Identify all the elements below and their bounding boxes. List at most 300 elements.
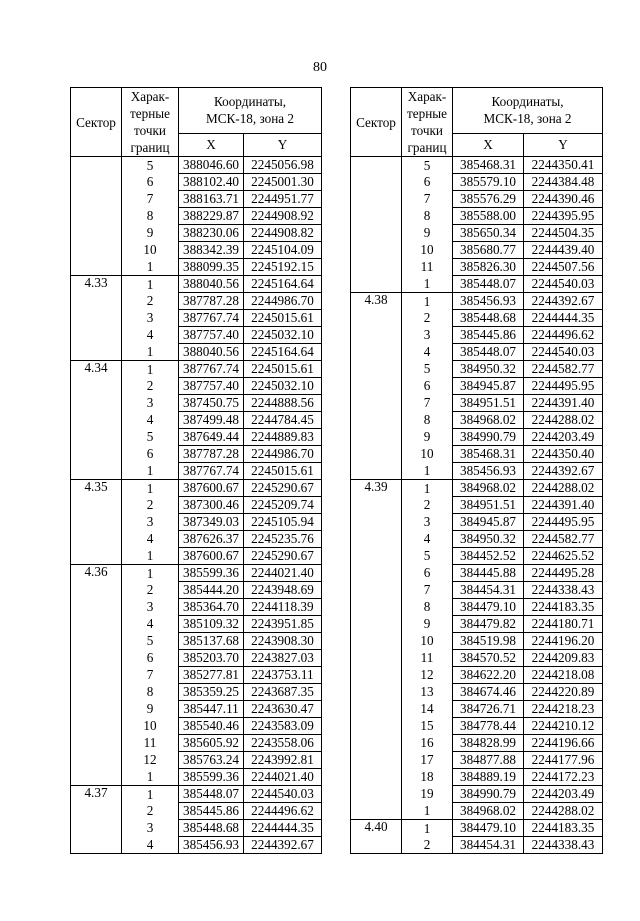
x-cell: 384877.88	[453, 752, 524, 769]
sector-cell	[71, 395, 122, 412]
sector-cell	[71, 514, 122, 531]
point-cell: 8	[402, 208, 453, 225]
table-row	[71, 701, 322, 718]
x-cell: 385599.36	[179, 769, 244, 786]
y-cell: 2244183.35	[524, 599, 603, 616]
x-cell: 387300.46	[179, 497, 244, 514]
point-cell: 2	[122, 497, 179, 514]
table-body-left	[71, 157, 322, 854]
point-cell: 9	[402, 616, 453, 633]
y-cell: 2243908.30	[244, 633, 322, 650]
table-row	[71, 599, 322, 616]
point-cell: 8	[402, 412, 453, 429]
sector-cell	[71, 837, 122, 854]
y-cell: 2243753.11	[244, 667, 322, 684]
point-cell: 5	[402, 361, 453, 378]
point-cell: 6	[402, 174, 453, 191]
header-y: Y	[244, 133, 322, 156]
point-cell: 3	[122, 395, 179, 412]
x-cell: 384570.52	[453, 650, 524, 667]
point-cell: 6	[122, 446, 179, 463]
x-cell: 384828.99	[453, 735, 524, 752]
x-cell: 385763.24	[179, 752, 244, 769]
sector-cell	[71, 820, 122, 837]
y-cell: 2244625.52	[524, 548, 603, 565]
sector-cell	[71, 463, 122, 480]
y-cell: 2244203.49	[524, 786, 603, 803]
point-cell: 3	[402, 514, 453, 531]
sector-cell	[71, 225, 122, 242]
point-cell: 4	[122, 327, 179, 344]
table-row	[71, 633, 322, 650]
x-cell: 385359.25	[179, 684, 244, 701]
table-row	[71, 429, 322, 446]
point-cell: 19	[402, 786, 453, 803]
header-points: Харак- терные точки границ	[122, 88, 179, 157]
x-cell: 384454.31	[453, 582, 524, 599]
y-cell: 2244888.56	[244, 395, 322, 412]
sector-cell	[351, 667, 402, 684]
table-row	[71, 786, 322, 803]
y-cell: 2244540.03	[524, 344, 603, 361]
table-row	[71, 565, 322, 582]
x-cell: 388046.60	[179, 157, 244, 174]
sector-cell	[351, 276, 402, 293]
table-row	[71, 395, 322, 412]
point-cell: 17	[402, 752, 453, 769]
table-row	[351, 633, 603, 650]
y-cell: 2244951.77	[244, 191, 322, 208]
y-cell: 2245290.67	[244, 480, 322, 497]
x-cell: 387600.67	[179, 548, 244, 565]
sector-cell	[351, 259, 402, 276]
sector-cell	[71, 701, 122, 718]
x-cell: 387757.40	[179, 327, 244, 344]
point-cell: 9	[122, 701, 179, 718]
point-cell: 13	[402, 684, 453, 701]
point-cell: 1	[122, 463, 179, 480]
point-cell: 1	[122, 548, 179, 565]
table-row	[71, 157, 322, 174]
x-cell: 387600.67	[179, 480, 244, 497]
point-cell: 1	[402, 276, 453, 293]
point-cell: 5	[122, 157, 179, 174]
x-cell: 384445.88	[453, 565, 524, 582]
table-row	[71, 616, 322, 633]
table-row	[71, 752, 322, 769]
x-cell: 384945.87	[453, 378, 524, 395]
sector-cell	[71, 599, 122, 616]
y-cell: 2244338.43	[524, 837, 603, 854]
table-row	[71, 259, 322, 276]
table-row	[351, 497, 603, 514]
sector-cell	[71, 429, 122, 446]
point-cell: 12	[122, 752, 179, 769]
sector-cell	[71, 191, 122, 208]
table-row	[71, 582, 322, 599]
table-row	[71, 208, 322, 225]
table-row	[351, 412, 603, 429]
y-cell: 2244210.12	[524, 718, 603, 735]
point-cell: 10	[402, 446, 453, 463]
sector-cell: 4.38	[351, 293, 402, 310]
x-cell: 387767.74	[179, 463, 244, 480]
table-row	[71, 650, 322, 667]
x-cell: 385448.07	[453, 344, 524, 361]
y-cell: 2244986.70	[244, 293, 322, 310]
table-row	[351, 803, 603, 820]
sector-cell	[71, 497, 122, 514]
header-x: X	[179, 133, 244, 156]
sector-cell: 4.33	[71, 276, 122, 293]
point-cell: 2	[402, 310, 453, 327]
table-row	[71, 548, 322, 565]
sector-cell	[351, 599, 402, 616]
table-row	[71, 820, 322, 837]
x-cell: 385579.10	[453, 174, 524, 191]
table-row	[351, 769, 603, 786]
point-cell: 9	[402, 225, 453, 242]
point-cell: 9	[402, 429, 453, 446]
x-cell: 388102.40	[179, 174, 244, 191]
table-row	[71, 344, 322, 361]
sector-cell	[351, 395, 402, 412]
y-cell: 2243951.85	[244, 616, 322, 633]
table-row	[71, 174, 322, 191]
point-cell: 18	[402, 769, 453, 786]
x-cell: 385448.07	[453, 276, 524, 293]
y-cell: 2244496.62	[524, 327, 603, 344]
x-cell: 385277.81	[179, 667, 244, 684]
point-cell: 4	[122, 412, 179, 429]
sector-cell	[351, 735, 402, 752]
header-y: Y	[524, 133, 603, 156]
sector-cell	[71, 803, 122, 820]
point-cell: 1	[402, 293, 453, 310]
table-row	[71, 735, 322, 752]
point-cell: 9	[122, 225, 179, 242]
table-row	[351, 480, 603, 497]
y-cell: 2243687.35	[244, 684, 322, 701]
y-cell: 2243630.47	[244, 701, 322, 718]
y-cell: 2244196.20	[524, 633, 603, 650]
sector-cell: 4.39	[351, 480, 402, 497]
table-row	[71, 667, 322, 684]
table-row	[351, 276, 603, 293]
sector-cell	[351, 701, 402, 718]
y-cell: 2244209.83	[524, 650, 603, 667]
point-cell: 3	[402, 327, 453, 344]
y-cell: 2244495.95	[524, 378, 603, 395]
y-cell: 2244908.92	[244, 208, 322, 225]
point-cell: 3	[122, 599, 179, 616]
x-cell: 385447.11	[179, 701, 244, 718]
sector-cell	[351, 463, 402, 480]
table-row	[351, 191, 603, 208]
table-row	[71, 361, 322, 378]
point-cell: 8	[122, 208, 179, 225]
x-cell: 384950.32	[453, 531, 524, 548]
y-cell: 2244495.28	[524, 565, 603, 582]
x-cell: 387757.40	[179, 378, 244, 395]
sector-cell	[351, 446, 402, 463]
x-cell: 388040.56	[179, 276, 244, 293]
y-cell: 2244540.03	[244, 786, 322, 803]
point-cell: 1	[122, 259, 179, 276]
point-cell: 3	[122, 514, 179, 531]
point-cell: 2	[122, 582, 179, 599]
y-cell: 2244218.08	[524, 667, 603, 684]
x-cell: 384622.20	[453, 667, 524, 684]
x-cell: 387767.74	[179, 361, 244, 378]
y-cell: 2244288.02	[524, 803, 603, 820]
table-row	[71, 718, 322, 735]
x-cell: 385588.00	[453, 208, 524, 225]
x-cell: 387787.28	[179, 293, 244, 310]
point-cell: 8	[122, 684, 179, 701]
point-cell: 2	[122, 803, 179, 820]
sector-cell	[71, 157, 122, 174]
x-cell: 387767.74	[179, 310, 244, 327]
sector-cell	[71, 310, 122, 327]
y-cell: 2245164.64	[244, 276, 322, 293]
y-cell: 2244582.77	[524, 531, 603, 548]
point-cell: 2	[122, 293, 179, 310]
sector-cell	[351, 361, 402, 378]
x-cell: 385650.34	[453, 225, 524, 242]
table-row	[351, 344, 603, 361]
point-cell: 5	[402, 157, 453, 174]
x-cell: 385540.46	[179, 718, 244, 735]
sector-cell	[351, 242, 402, 259]
table-row	[351, 514, 603, 531]
sector-cell	[71, 633, 122, 650]
point-cell: 1	[122, 276, 179, 293]
x-cell: 384519.98	[453, 633, 524, 650]
point-cell: 5	[122, 633, 179, 650]
y-cell: 2244392.67	[244, 837, 322, 854]
x-cell: 385444.20	[179, 582, 244, 599]
x-cell: 384950.32	[453, 361, 524, 378]
table-row	[351, 259, 603, 276]
point-cell: 11	[122, 735, 179, 752]
y-cell: 2244021.40	[244, 565, 322, 582]
x-cell: 384452.52	[453, 548, 524, 565]
sector-cell	[351, 514, 402, 531]
table-row	[71, 327, 322, 344]
point-cell: 1	[122, 480, 179, 497]
sector-cell	[71, 752, 122, 769]
table-row	[351, 293, 603, 310]
x-cell: 385456.93	[453, 463, 524, 480]
table-row	[351, 616, 603, 633]
x-cell: 384454.31	[453, 837, 524, 854]
y-cell: 2244288.02	[524, 412, 603, 429]
x-cell: 388099.35	[179, 259, 244, 276]
point-cell: 4	[122, 531, 179, 548]
x-cell: 385445.86	[179, 803, 244, 820]
point-cell: 6	[402, 565, 453, 582]
point-cell: 2	[402, 837, 453, 854]
coordinates-table-right	[350, 87, 603, 854]
sector-cell	[71, 208, 122, 225]
y-cell: 2244177.96	[524, 752, 603, 769]
x-cell: 385137.68	[179, 633, 244, 650]
x-cell: 385680.77	[453, 242, 524, 259]
x-cell: 384889.19	[453, 769, 524, 786]
x-cell: 384951.51	[453, 497, 524, 514]
sector-cell	[71, 684, 122, 701]
table-row	[351, 786, 603, 803]
x-cell: 385605.92	[179, 735, 244, 752]
sector-cell	[351, 174, 402, 191]
y-cell: 2244444.35	[244, 820, 322, 837]
sector-cell	[351, 378, 402, 395]
x-cell: 384990.79	[453, 786, 524, 803]
point-cell: 6	[122, 650, 179, 667]
point-cell: 1	[122, 769, 179, 786]
x-cell: 385364.70	[179, 599, 244, 616]
table-row	[351, 310, 603, 327]
table-row	[351, 837, 603, 854]
x-cell: 384945.87	[453, 514, 524, 531]
sector-cell	[71, 531, 122, 548]
y-cell: 2244350.41	[524, 157, 603, 174]
y-cell: 2245209.74	[244, 497, 322, 514]
point-cell: 10	[402, 633, 453, 650]
point-cell: 2	[402, 497, 453, 514]
point-cell: 5	[122, 429, 179, 446]
y-cell: 2244196.66	[524, 735, 603, 752]
x-cell: 387626.37	[179, 531, 244, 548]
sector-cell	[71, 378, 122, 395]
x-cell: 385599.36	[179, 565, 244, 582]
table-row	[71, 684, 322, 701]
point-cell: 11	[402, 259, 453, 276]
y-cell: 2244203.49	[524, 429, 603, 446]
table-row	[351, 157, 603, 174]
table-row	[71, 463, 322, 480]
y-cell: 2245105.94	[244, 514, 322, 531]
y-cell: 2243948.69	[244, 582, 322, 599]
x-cell: 384479.10	[453, 599, 524, 616]
point-cell: 1	[122, 344, 179, 361]
y-cell: 2244391.40	[524, 395, 603, 412]
table-row	[71, 191, 322, 208]
y-cell: 2245015.61	[244, 361, 322, 378]
table-row	[71, 446, 322, 463]
point-cell: 8	[402, 599, 453, 616]
x-cell: 384674.46	[453, 684, 524, 701]
x-cell: 385826.30	[453, 259, 524, 276]
sector-cell	[351, 208, 402, 225]
point-cell: 2	[122, 378, 179, 395]
y-cell: 2244021.40	[244, 769, 322, 786]
sector-cell	[351, 225, 402, 242]
y-cell: 2244439.40	[524, 242, 603, 259]
point-cell: 1	[402, 463, 453, 480]
page-number: 80	[313, 60, 327, 75]
y-cell: 2245290.67	[244, 548, 322, 565]
table-row	[351, 650, 603, 667]
sector-cell	[351, 344, 402, 361]
x-cell: 388040.56	[179, 344, 244, 361]
sector-cell: 4.34	[71, 361, 122, 378]
header-points: Харак- терные точки границ	[402, 88, 453, 157]
table-row	[351, 548, 603, 565]
point-cell: 1	[122, 565, 179, 582]
y-cell: 2245104.09	[244, 242, 322, 259]
y-cell: 2244392.67	[524, 293, 603, 310]
header-coordinates: Координаты, МСК-18, зона 2	[453, 88, 603, 134]
point-cell: 4	[122, 837, 179, 854]
table-row	[351, 684, 603, 701]
y-cell: 2244908.82	[244, 225, 322, 242]
point-cell: 1	[402, 820, 453, 837]
table-row	[351, 446, 603, 463]
sector-cell	[351, 429, 402, 446]
point-cell: 7	[122, 191, 179, 208]
y-cell: 2244390.46	[524, 191, 603, 208]
y-cell: 2243992.81	[244, 752, 322, 769]
sector-cell	[71, 718, 122, 735]
sector-cell	[71, 412, 122, 429]
table-row	[351, 599, 603, 616]
point-cell: 7	[402, 582, 453, 599]
sector-cell	[351, 412, 402, 429]
table-row	[351, 565, 603, 582]
x-cell: 387450.75	[179, 395, 244, 412]
sector-cell: 4.37	[71, 786, 122, 803]
y-cell: 2244986.70	[244, 446, 322, 463]
point-cell: 12	[402, 667, 453, 684]
y-cell: 2245015.61	[244, 310, 322, 327]
sector-cell	[351, 531, 402, 548]
table-row	[351, 735, 603, 752]
table-row	[351, 225, 603, 242]
x-cell: 387649.44	[179, 429, 244, 446]
x-cell: 385448.07	[179, 786, 244, 803]
sector-cell	[71, 344, 122, 361]
point-cell: 6	[122, 174, 179, 191]
sector-cell	[351, 769, 402, 786]
sector-cell	[351, 548, 402, 565]
point-cell: 14	[402, 701, 453, 718]
x-cell: 387787.28	[179, 446, 244, 463]
y-cell: 2244495.95	[524, 514, 603, 531]
x-cell: 388230.06	[179, 225, 244, 242]
sector-cell	[351, 616, 402, 633]
y-cell: 2243583.09	[244, 718, 322, 735]
table-row	[351, 429, 603, 446]
x-cell: 385203.70	[179, 650, 244, 667]
y-cell: 2244338.43	[524, 582, 603, 599]
table-row	[351, 752, 603, 769]
point-cell: 3	[122, 310, 179, 327]
point-cell: 7	[122, 667, 179, 684]
sector-cell	[71, 650, 122, 667]
x-cell: 385109.32	[179, 616, 244, 633]
y-cell: 2245056.98	[244, 157, 322, 174]
sector-cell	[351, 191, 402, 208]
table-body-right	[351, 157, 603, 854]
y-cell: 2244180.71	[524, 616, 603, 633]
sector-cell	[71, 259, 122, 276]
y-cell: 2244118.39	[244, 599, 322, 616]
y-cell: 2244889.83	[244, 429, 322, 446]
y-cell: 2244391.40	[524, 497, 603, 514]
x-cell: 387499.48	[179, 412, 244, 429]
